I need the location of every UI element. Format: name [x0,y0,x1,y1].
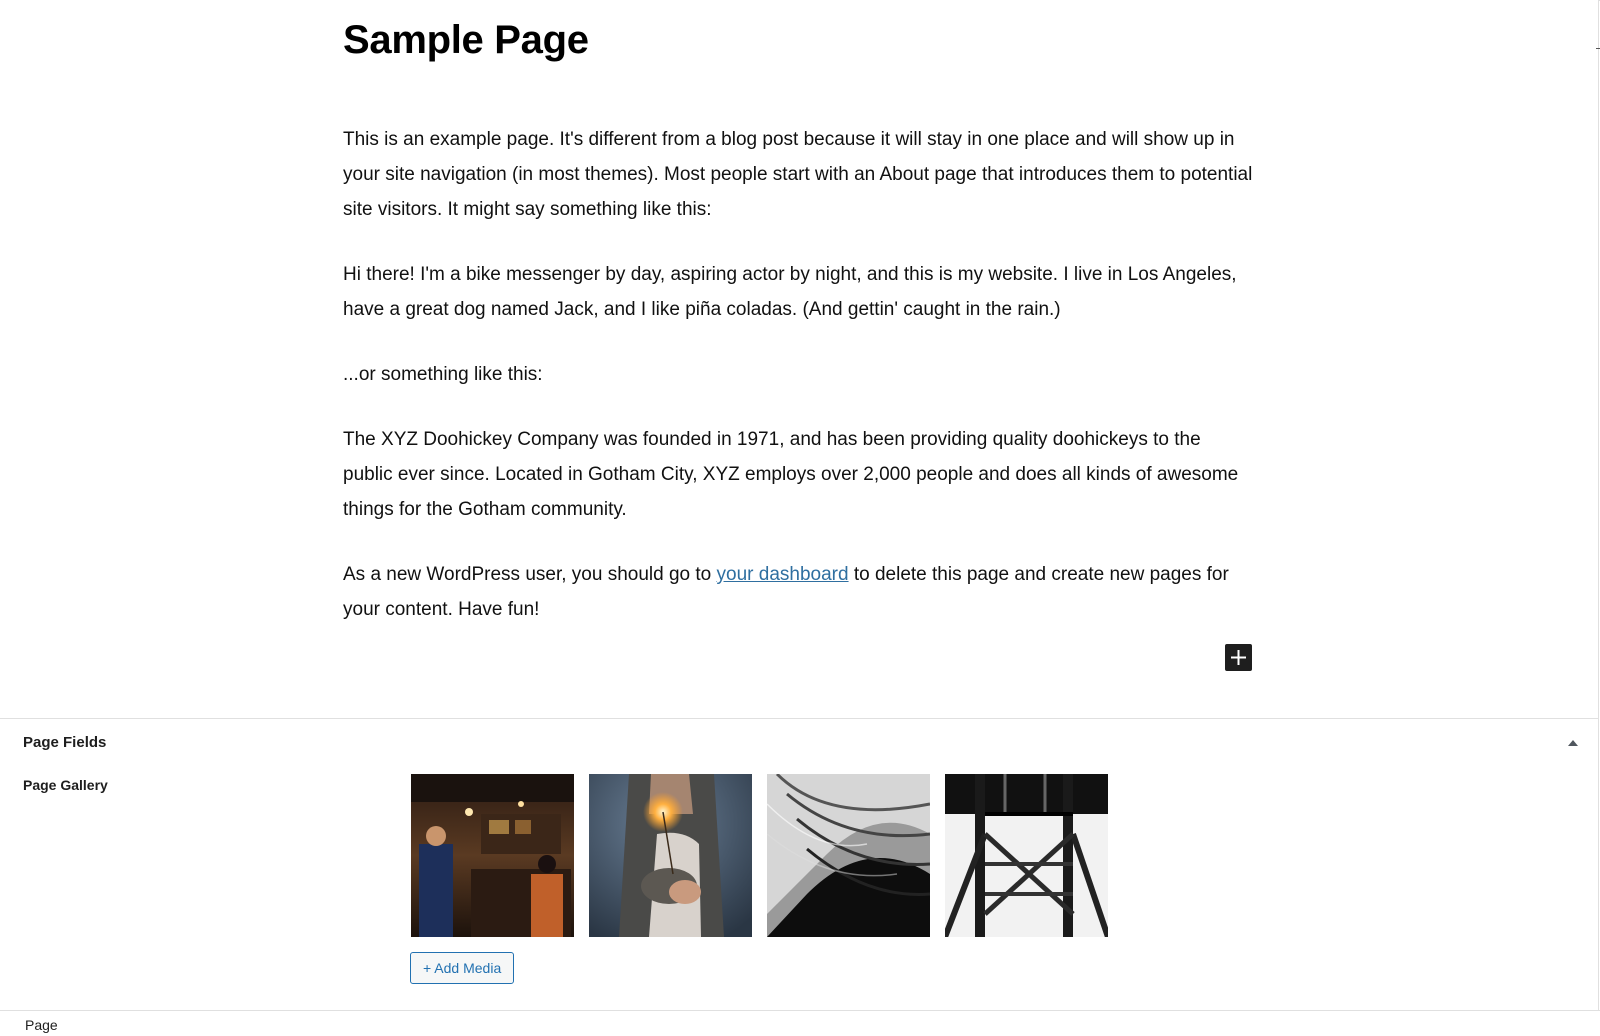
paragraph-text-after-link: to delete this page and create new pages for your content. Have fun! [343,564,1229,620]
paragraph-block-or-something[interactable]: ...or something like this: [343,364,543,385]
page-gallery-label: Page Gallery [23,777,108,793]
block-inserter-button[interactable] [1225,644,1252,671]
steel-tower-image[interactable] [945,774,1108,937]
triangle-up-icon [1566,736,1580,750]
scrollbar-indicator [1596,48,1600,49]
editor-footer [0,1010,1600,1036]
block-breadcrumb[interactable]: Page [25,1017,58,1033]
post-content [343,14,1255,627]
add-media-button[interactable]: + Add Media [410,952,514,984]
dashboard-link[interactable]: your dashboard [716,564,849,585]
plus-icon [1225,644,1252,671]
sparkler-hands-image[interactable] [589,774,752,937]
metabox-toggle-button[interactable] [1566,736,1580,750]
metabox-title: Page Fields [23,734,107,751]
paragraph-block-company[interactable]: The XYZ Doohickey Company was founded in 1971, and has been providing quality doohickeys to the public ever since. Located in Gotham City, XYZ employs over 2,000 people and does all kinds of awesome things for the Gotham community. [343,429,1239,520]
paragraph-block-bike-messenger[interactable]: Hi there! I'm a bike messenger by day, aspiring actor by night, and this is my website. I live in Los Angeles, have a great dog named Jack, and I like piña coladas. (And gettin' caught in the rain.) [343,264,1237,320]
paragraph-block-intro[interactable]: This is an example page. It's different from a blog post because it will stay in one place and will show up in your site navigation (in most themes). Most people start with an About page that introduces them to potential site visitors. It might say something like this: [343,129,1253,220]
cafe-interior-image[interactable] [411,774,574,937]
paragraph-text-before-link: As a new WordPress user, you should go to [343,564,717,585]
paragraph-block-dashboard[interactable] [343,557,1255,627]
page-fields-metabox [0,718,1599,1011]
abstract-curves-image[interactable] [767,774,930,937]
page-gallery [411,774,1108,937]
page-title[interactable]: Sample Page [343,18,589,62]
